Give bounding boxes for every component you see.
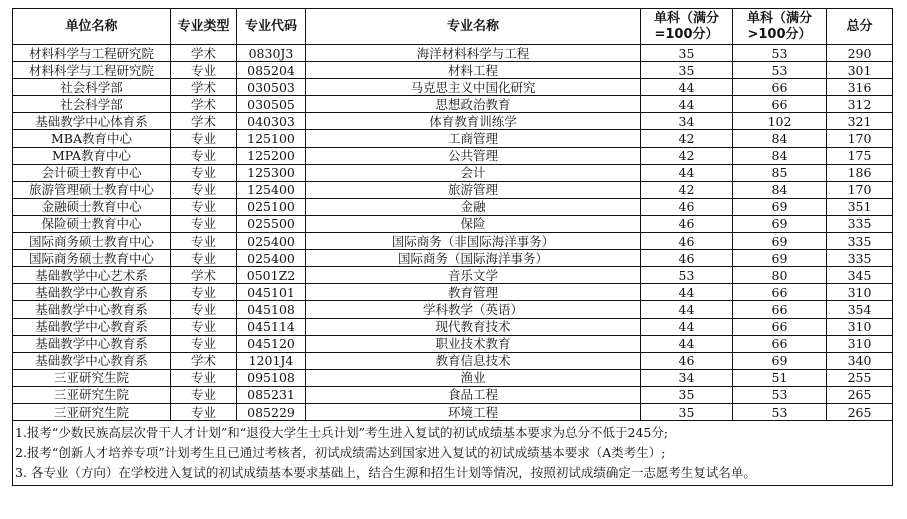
cell-major-name: 学科教学（英语） [306,301,641,318]
table-row [13,198,893,215]
cell-major-type: 学术 [171,45,237,62]
cell-single-100: 44 [641,301,733,318]
header-major-code: 专业代码 [237,9,306,45]
cell-major-name: 旅游管理 [306,181,641,198]
cell-total-score: 351 [827,198,893,215]
cell-major-name: 食品工程 [306,386,641,403]
cell-single-over-100: 69 [733,215,827,232]
cell-single-100: 44 [641,96,733,113]
table-row [13,335,893,352]
cell-unit-name: MBA教育中心 [13,130,171,147]
cell-total-score: 310 [827,318,893,335]
cell-major-name: 环境工程 [306,403,641,420]
table-row [13,45,893,62]
cell-total-score: 170 [827,130,893,147]
cell-major-name: 海洋材料科学与工程 [306,45,641,62]
cell-single-over-100: 53 [733,386,827,403]
cell-unit-name: 基础教学中心体育系 [13,113,171,130]
cell-single-over-100: 51 [733,369,827,386]
cell-single-over-100: 66 [733,96,827,113]
cell-major-name: 马克思主义中国化研究 [306,79,641,96]
cell-major-type: 专业 [171,250,237,267]
cell-unit-name: 基础教学中心艺术系 [13,267,171,284]
cell-single-100: 46 [641,250,733,267]
cell-major-type: 专业 [171,62,237,79]
cell-total-score: 265 [827,403,893,420]
cell-major-code: 0501Z2 [237,267,306,284]
cell-unit-name: 基础教学中心教育系 [13,318,171,335]
cell-major-type: 学术 [171,352,237,369]
cell-single-over-100: 53 [733,45,827,62]
cell-single-over-100: 66 [733,335,827,352]
cell-major-name: 渔业 [306,369,641,386]
cell-total-score: 265 [827,386,893,403]
cell-major-type: 专业 [171,198,237,215]
cell-total-score: 301 [827,62,893,79]
table-row [13,250,893,267]
cell-major-code: 045114 [237,318,306,335]
header-major-type: 专业类型 [171,9,237,45]
header-row [13,9,893,45]
cell-single-100: 44 [641,79,733,96]
cell-major-name: 职业技术教育 [306,335,641,352]
table-row [13,301,893,318]
cell-major-type: 专业 [171,403,237,420]
score-table [12,8,893,486]
cell-major-code: 040303 [237,113,306,130]
cell-total-score: 310 [827,335,893,352]
cell-single-100: 46 [641,352,733,369]
cell-single-100: 46 [641,198,733,215]
cell-major-code: 085229 [237,403,306,420]
table-row [13,318,893,335]
cell-major-name: 会计 [306,164,641,181]
table-row [13,147,893,164]
cell-single-100: 44 [641,284,733,301]
table-row [13,62,893,79]
cell-major-code: 085204 [237,62,306,79]
cell-major-code: 125400 [237,181,306,198]
header-total-score: 总分 [827,9,893,45]
cell-single-over-100: 80 [733,267,827,284]
cell-major-code: 085231 [237,386,306,403]
table-row [13,113,893,130]
cell-major-name: 金融 [306,198,641,215]
header-single-100: 单科（满分=100分） [641,9,733,45]
cell-major-name: 保险 [306,215,641,232]
cell-total-score: 255 [827,369,893,386]
cell-single-over-100: 69 [733,233,827,250]
table-row [13,352,893,369]
cell-major-type: 专业 [171,164,237,181]
cell-single-over-100: 69 [733,352,827,369]
cell-major-code: 030505 [237,96,306,113]
cell-major-type: 学术 [171,79,237,96]
cell-major-type: 专业 [171,130,237,147]
cell-single-100: 35 [641,62,733,79]
cell-major-type: 专业 [171,181,237,198]
cell-single-over-100: 102 [733,113,827,130]
cell-major-code: 045101 [237,284,306,301]
cell-total-score: 335 [827,233,893,250]
cell-major-code: 125100 [237,130,306,147]
header-unit-name: 单位名称 [13,9,171,45]
cell-major-name: 工商管理 [306,130,641,147]
cell-major-name: 材料工程 [306,62,641,79]
cell-single-100: 46 [641,215,733,232]
note-2: 2.报考“创新人才培养专项”计划考生且已通过考核者，初试成绩需达到国家进入复试的初试成绩基本要求（A类考生）; [15,445,666,461]
cell-unit-name: 基础教学中心教育系 [13,335,171,352]
cell-total-score: 310 [827,284,893,301]
cell-major-type: 专业 [171,301,237,318]
cell-major-name: 教育信息技术 [306,352,641,369]
cell-major-name: 教育管理 [306,284,641,301]
cell-single-over-100: 66 [733,284,827,301]
cell-total-score: 335 [827,215,893,232]
cell-major-code: 025500 [237,215,306,232]
cell-single-100: 34 [641,113,733,130]
cell-total-score: 186 [827,164,893,181]
cell-major-name: 音乐文学 [306,267,641,284]
cell-major-type: 学术 [171,113,237,130]
cell-unit-name: 基础教学中心教育系 [13,301,171,318]
cell-unit-name: MPA教育中心 [13,147,171,164]
cell-single-over-100: 53 [733,62,827,79]
cell-unit-name: 基础教学中心教育系 [13,352,171,369]
cell-total-score: 335 [827,250,893,267]
table-row [13,164,893,181]
cell-major-name: 体育教育训练学 [306,113,641,130]
table-row [13,386,893,403]
cell-major-type: 专业 [171,318,237,335]
cell-unit-name: 三亚研究生院 [13,403,171,420]
cell-major-type: 专业 [171,147,237,164]
table-row [13,233,893,250]
cell-major-type: 学术 [171,96,237,113]
cell-single-100: 42 [641,130,733,147]
cell-unit-name: 三亚研究生院 [13,369,171,386]
cell-single-100: 44 [641,164,733,181]
cell-unit-name: 基础教学中心教育系 [13,284,171,301]
cell-major-name: 思想政治教育 [306,96,641,113]
cell-unit-name: 金融硕士教育中心 [13,198,171,215]
cell-total-score: 312 [827,96,893,113]
cell-total-score: 354 [827,301,893,318]
cell-unit-name: 旅游管理硕士教育中心 [13,181,171,198]
table-row [13,369,893,386]
cell-single-over-100: 84 [733,130,827,147]
cell-single-over-100: 66 [733,79,827,96]
cell-single-over-100: 66 [733,301,827,318]
header-single-over-100: 单科（满分>100分） [733,9,827,45]
cell-major-name: 国际商务（非国际海洋事务） [306,233,641,250]
cell-single-100: 35 [641,403,733,420]
cell-unit-name: 社会科学部 [13,79,171,96]
cell-single-100: 42 [641,181,733,198]
cell-single-over-100: 85 [733,164,827,181]
cell-single-over-100: 84 [733,147,827,164]
cell-major-type: 学术 [171,267,237,284]
table-row [13,96,893,113]
cell-major-code: 045108 [237,301,306,318]
cell-major-name: 现代教育技术 [306,318,641,335]
notes-row [13,421,893,486]
cell-major-code: 030503 [237,79,306,96]
cell-major-code: 045120 [237,335,306,352]
cell-single-100: 42 [641,147,733,164]
header-major-name: 专业名称 [306,9,641,45]
cell-single-over-100: 84 [733,181,827,198]
cell-major-type: 专业 [171,335,237,352]
cell-total-score: 290 [827,45,893,62]
note-3: 3. 各专业（方向）在学校进入复试的初试成绩基本要求基础上，结合生源和招生计划等情况，按照初试成绩确定一志愿考生复试名单。 [15,465,756,481]
cell-total-score: 175 [827,147,893,164]
cell-major-code: 025100 [237,198,306,215]
cell-total-score: 170 [827,181,893,198]
cell-major-type: 专业 [171,284,237,301]
cell-single-100: 35 [641,386,733,403]
cell-single-over-100: 69 [733,198,827,215]
notes-cell [13,421,893,486]
cell-major-type: 专业 [171,215,237,232]
cell-major-code: 125300 [237,164,306,181]
cell-unit-name: 三亚研究生院 [13,386,171,403]
cell-single-100: 34 [641,369,733,386]
cell-major-type: 专业 [171,233,237,250]
cell-single-over-100: 53 [733,403,827,420]
table-row [13,130,893,147]
cell-major-type: 专业 [171,369,237,386]
cell-unit-name: 材料科学与工程研究院 [13,62,171,79]
cell-major-type: 专业 [171,386,237,403]
note-1: 1.报考“少数民族高层次骨干人才计划”和“退役大学生士兵计划”考生进入复试的初试成绩基本要求为总分不低于245分; [15,425,669,441]
cell-major-code: 1201J4 [237,352,306,369]
cell-unit-name: 材料科学与工程研究院 [13,45,171,62]
table-row [13,215,893,232]
table-row [13,284,893,301]
cell-major-code: 025400 [237,250,306,267]
cell-total-score: 340 [827,352,893,369]
table-row [13,181,893,198]
cell-major-code: 125200 [237,147,306,164]
cell-total-score: 321 [827,113,893,130]
cell-major-name: 国际商务（国际海洋事务） [306,250,641,267]
cell-single-100: 53 [641,267,733,284]
cell-single-over-100: 69 [733,250,827,267]
cell-unit-name: 保险硕士教育中心 [13,215,171,232]
cell-single-over-100: 66 [733,318,827,335]
cell-unit-name: 会计硕士教育中心 [13,164,171,181]
cell-unit-name: 国际商务硕士教育中心 [13,233,171,250]
cell-single-100: 44 [641,335,733,352]
cell-major-name: 公共管理 [306,147,641,164]
cell-single-100: 44 [641,318,733,335]
cell-single-100: 35 [641,45,733,62]
cell-major-code: 095108 [237,369,306,386]
cell-single-100: 46 [641,233,733,250]
table-row [13,403,893,420]
cell-major-code: 0830J3 [237,45,306,62]
cell-unit-name: 社会科学部 [13,96,171,113]
cell-total-score: 316 [827,79,893,96]
cell-unit-name: 国际商务硕士教育中心 [13,250,171,267]
table-row [13,79,893,96]
cell-major-code: 025400 [237,233,306,250]
cell-total-score: 345 [827,267,893,284]
table-row [13,267,893,284]
